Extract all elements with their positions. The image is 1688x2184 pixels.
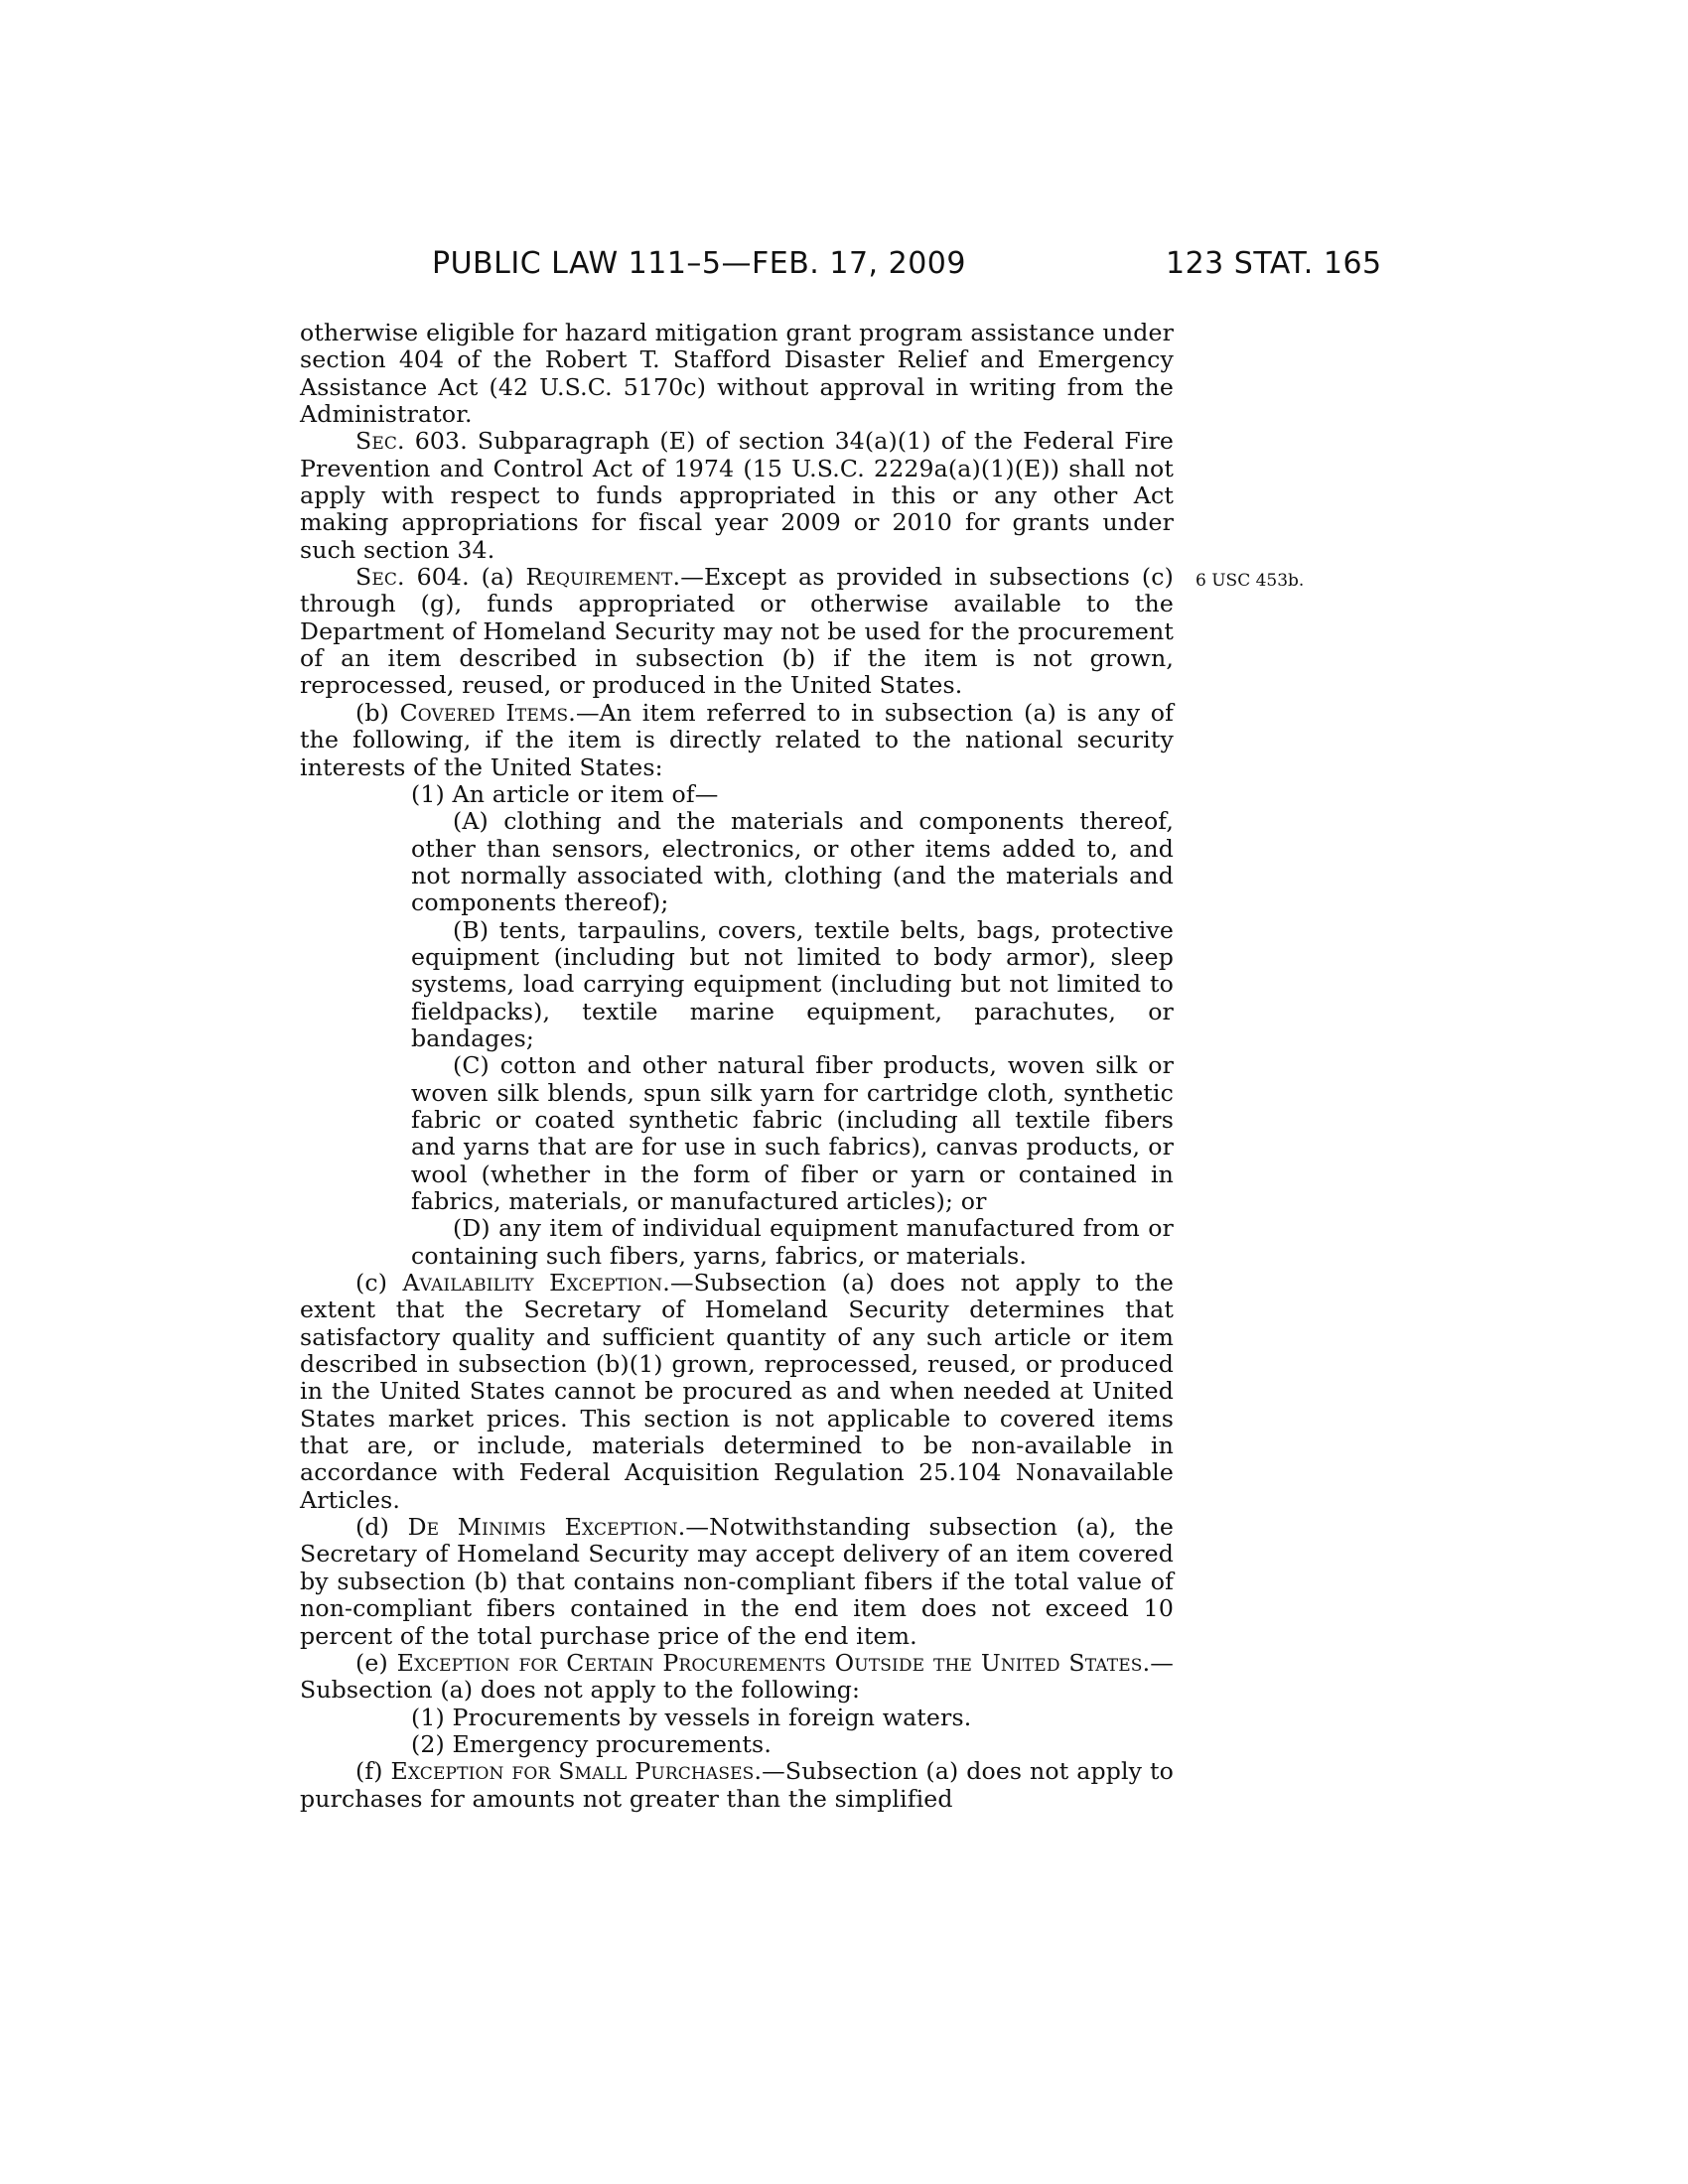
subsection-heading: Exception for Small Purchases. xyxy=(390,1757,763,1786)
subsection-heading: De Minimis Exception. xyxy=(407,1513,686,1542)
paragraph-b-1: (1) An article or item of— xyxy=(411,779,719,808)
paragraph-continuation: otherwise eligible for hazard mitigation grant program assistance under section 404 of the Robert T. Stafford Disaster Relief and Emergency Assistance Act (42 U.S.C. 5170c) without approval in writing from the Administrator. xyxy=(300,319,1174,429)
paragraph-sec-604-f xyxy=(300,1758,1174,1813)
paragraph-b-1-A: (A) clothing and the materials and components thereof, other than sensors, electronics, or other items added to, and not normally associated with, clothing (and the materials and components thereof); xyxy=(411,807,1174,917)
paragraph-sec-604-a xyxy=(300,564,1174,700)
paragraph-text: —An item referred to in subsection (a) is any of the following, if the item is directly related to the national security interests of the United States: xyxy=(300,698,1174,781)
section-number: 604. (a) xyxy=(404,563,526,592)
paragraph-sec-603 xyxy=(300,428,1174,564)
paragraph-text: —Except as provided in subsections (c) through (g), funds appropriated or otherwise available to the Department of Homeland Security may not be used for the procurement of an item described in subsection (b) if the item is not grown, reprocessed, reused, or produced in the United States. xyxy=(300,563,1174,700)
margin-citation: 6 USC 453b. xyxy=(1196,571,1305,591)
subsection-heading: Requirement. xyxy=(525,563,681,592)
paragraph-text: —Subsection (a) does not apply to the following: xyxy=(300,1648,1174,1705)
paragraph-e-2: (2) Emergency procurements. xyxy=(411,1729,772,1758)
paragraph-b-1-D: (D) any item of individual equipment manufactured from or containing such fibers, yarns, fabrics, or materials. xyxy=(411,1214,1174,1270)
subsection-heading: Exception for Certain Procurements Outside the United States. xyxy=(396,1648,1151,1677)
paragraph-sec-604-c xyxy=(300,1270,1174,1514)
document-body xyxy=(300,320,1174,1813)
page-header xyxy=(0,246,1688,290)
paragraph-text: 603. Subparagraph (E) of section 34(a)(1) of the Federal Fire Prevention and Control Act of 1974 (15 U.S.C. 2229a(a)(1)(E)) shall not apply with respect to funds appropriated in this or any other Act making appropriations for fiscal year 2009 or 2010 for grants under such section 34. xyxy=(300,427,1174,564)
paragraph-sec-604-b xyxy=(300,700,1174,781)
page-number: 123 STAT. 165 xyxy=(1166,246,1382,281)
subsection-label: (d) xyxy=(355,1513,408,1542)
paragraph-b-1-C: (C) cotton and other natural fiber products, woven silk or woven silk blends, spun silk yarn for cartridge cloth, synthetic fabric or coated synthetic fabric (including all textile fibers and yarns that are for use in such fabrics), canvas products, or wool (whether in the form of fiber or yarn or contained in fabrics, materials, or manufactured articles); or xyxy=(411,1051,1174,1215)
subsection-label: (c) xyxy=(355,1269,403,1297)
sec-label: Sec. xyxy=(355,563,405,592)
subsection-label: (e) xyxy=(355,1648,397,1677)
running-head-title: PUBLIC LAW 111–5—FEB. 17, 2009 xyxy=(432,246,966,281)
subsection-label: (b) xyxy=(355,698,400,727)
sec-label: Sec. xyxy=(355,427,405,456)
subsection-heading: Covered Items. xyxy=(399,698,576,727)
paragraph-b-1-B: (B) tents, tarpaulins, covers, textile belts, bags, protective equipment (including but not limited to body armor), sleep systems, load carrying equipment (including but not limited to fieldpacks), textile marine equipment, parachutes, or bandages; xyxy=(411,915,1174,1052)
paragraph-sec-604-e xyxy=(300,1650,1174,1705)
paragraph-text: —Subsection (a) does not apply to purchases for amounts not greater than the simplified xyxy=(300,1757,1174,1813)
paragraph-text: —Subsection (a) does not apply to the extent that the Secretary of Homeland Security determines that satisfactory quality and sufficient quantity of any such article or item described in subsection (b)(1) grown, reprocessed, reused, or produced in the United States cannot be procured as and when needed at United States market prices. This section is not applicable to covered items that are, or include, materials determined to be non-available in accordance with Federal Acquisition Regulation 25.104 Nonavailable Articles. xyxy=(300,1269,1174,1514)
paragraph-sec-604-d xyxy=(300,1514,1174,1650)
subsection-heading: Availability Exception. xyxy=(402,1269,670,1297)
subsection-label: (f) xyxy=(355,1757,391,1786)
paragraph-e-1: (1) Procurements by vessels in foreign waters. xyxy=(411,1703,972,1731)
paragraph-text: —Notwithstanding subsection (a), the Secretary of Homeland Security may accept delivery of an item covered by subsection (b) that contains non-compliant fibers if the total value of non-compliant fibers contained in the end item does not exceed 10 percent of the total purchase price of the end item. xyxy=(300,1513,1174,1650)
